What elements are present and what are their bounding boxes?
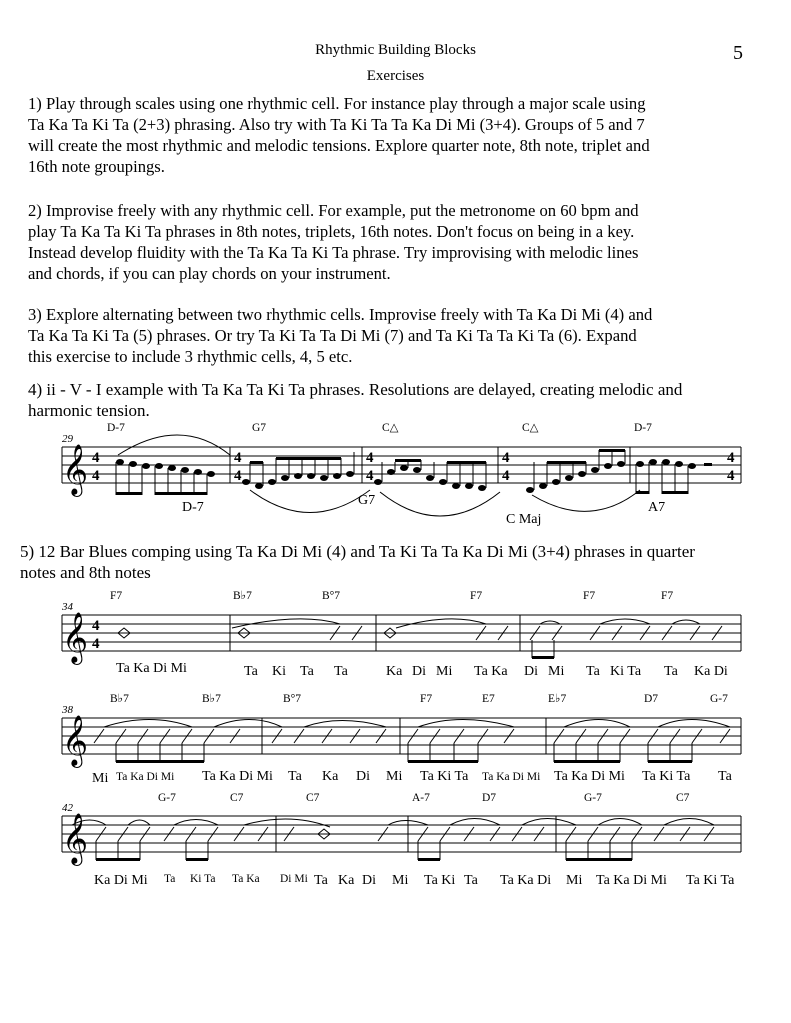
text-line: 3) Explore alternating between two rhythmic cells. Improvise freely with Ta Ka Di Mi (4) and [28,305,653,324]
chord-symbol: A-7 [412,792,430,804]
chord-symbol: F7 [470,590,483,602]
syllable: Mi [436,664,453,679]
page-number: 5 [733,42,743,64]
syllable: Mi [548,664,565,679]
measure-number: 38 [62,704,73,716]
chord-symbol: D7 [644,693,659,705]
time-signature-bottom: 4 [92,636,100,652]
text-line: 4) ii - V - I example with Ta Ka Ta Ki Ta phrases. Resolutions are delayed, creating melodic and [28,380,683,399]
syllable: Di Mi [280,873,308,885]
harmony-label: A7 [648,500,666,515]
chord-symbol: B°7 [283,693,302,705]
chord-symbol: D7 [482,792,497,804]
syllable: Di [362,873,376,888]
svg-text:4: 4 [727,468,735,484]
syllable: Mi [386,769,403,784]
staff-system-3 [61,693,741,786]
syllable: Ta [334,664,348,679]
syllable: Ki Ta [190,873,216,885]
chord-symbol: F7 [583,590,596,602]
syllable: Di [356,769,370,784]
treble-clef-icon: 𝄞 [62,612,89,663]
syllable: Ki [272,664,286,679]
svg-text:4: 4 [366,468,374,484]
text-line: notes and 8th notes [20,563,151,582]
treble-clef-icon: 𝄞 [62,813,89,864]
text-line: 5) 12 Bar Blues comping using Ta Ka Di Mi (4) and Ta Ki Ta Ta Ka Di Mi (3+4) phrases in quarter [20,542,695,561]
measure-number: 29 [62,433,73,445]
syllable: Ka Di Mi [94,873,148,888]
chord-symbol: B°7 [322,590,341,602]
chord-symbol: C7 [306,792,320,804]
harmony-label: C Maj [506,512,542,527]
text-line: Ta Ka Ta Ki Ta (2+3) phrasing. Also try with Ta Ki Ta Ta Ka Di Mi (3+4). Groups of 5 and 7 [28,115,645,134]
syllable: Ta Ki Ta [420,769,469,784]
chord-symbol: C△ [522,422,539,434]
chord-symbol: E♭7 [548,693,567,705]
chord-symbol: B♭7 [233,590,252,602]
text-line: play Ta Ka Ta Ki Ta phrases in 8th notes, triplets, 16th notes. Don't focus on being in a key. [28,222,635,241]
chord-symbol: F7 [661,590,674,602]
syllable: Ka [386,664,403,679]
text-line: Instead develop fluidity with the Ta Ka Ta Ki Ta phrase. Try improvising with melodic lines [28,243,639,262]
chord-symbol: G-7 [710,693,728,705]
chord-symbol: D-7 [634,422,652,434]
time-signature-top: 4 [92,618,100,634]
staff-system-4 [62,792,741,888]
page-header-title: Rhythmic Building Blocks [315,42,476,58]
syllable: Ta [314,873,328,888]
syllable: Ta Ka Di Mi [116,771,175,783]
syllable: Di [412,664,426,679]
syllable: Ta [664,664,678,679]
chord-symbol: C△ [382,422,399,434]
syllable: Di [524,664,538,679]
svg-text:4: 4 [502,468,510,484]
chord-symbol: F7 [420,693,433,705]
text-line: 1) Play through scales using one rhythmic cell. For instance play through a major scale using [28,94,646,113]
text-line: 2) Improvise freely with any rhythmic cell. For example, put the metronome on 60 bpm and [28,201,639,220]
syllable: Ka Di [694,664,728,679]
svg-text:4: 4 [727,450,735,466]
syllable: Ta Ki [424,873,456,888]
text-line: and chords, if you can play chords on your instrument. [28,264,391,283]
syllable: Mi [566,873,583,888]
staff-system-1 [62,422,741,527]
time-signature-bottom: 4 [92,468,100,484]
svg-text:4: 4 [234,468,242,484]
text-line: will create the most rhythmic and melodic tensions. Explore quarter note, 8th note, triplet and [28,136,650,155]
syllable: Ta Ka Di [500,873,552,888]
text-line: harmonic tension. [28,401,150,420]
measure-number: 34 [62,601,73,613]
time-signature-top: 4 [92,450,100,466]
text-line: this exercise to include 3 rhythmic cells, 4, 5 etc. [28,347,353,366]
section-title: Exercises [366,68,425,84]
chord-symbol: D-7 [107,422,125,434]
treble-clef-icon: 𝄞 [62,444,89,495]
harmony-label: G7 [358,493,376,508]
syllable: Ta [164,873,176,885]
chord-symbol: C7 [230,792,244,804]
syllable: Ta Ka Di Mi [596,873,667,888]
svg-text:4: 4 [366,450,374,466]
chord-symbol: G-7 [158,792,176,804]
chord-symbol: G-7 [584,792,602,804]
syllable: Ta Ka Di Mi [554,769,625,784]
syllable: Ta Ka Di Mi [482,771,541,783]
syllable: Ta Ka Di Mi [116,661,187,676]
syllable: Ta Ki Ta [642,769,691,784]
syllable: Ta Ka [474,664,508,679]
chord-symbol: C7 [676,792,690,804]
syllable: Ta [244,664,258,679]
svg-text:4: 4 [234,450,242,466]
syllable: Ka [338,873,355,888]
syllable: Ki Ta [610,664,642,679]
syllable: Mi [92,771,109,786]
measure-number: 42 [62,802,73,814]
syllable: Ta [300,664,314,679]
syllable: Ta [718,769,732,784]
text-line: 16th note groupings. [28,157,165,176]
syllable: Ta [586,664,600,679]
treble-clef-icon: 𝄞 [62,715,89,766]
syllable: Ta Ka [232,873,260,885]
syllable: Ta Ka Di Mi [202,769,273,784]
staff-system-2 [61,590,741,679]
harmony-label: D-7 [182,500,204,515]
syllable: Ta [464,873,478,888]
syllable: Ka [322,769,339,784]
text-line: Ta Ka Ta Ki Ta (5) phrases. Or try Ta Ki Ta Ta Di Mi (7) and Ta Ki Ta Ta Ki Ta (6). Expand [28,326,637,345]
chord-symbol: G7 [252,422,267,434]
chord-symbol: B♭7 [202,693,221,705]
syllable: Ta Ki Ta [686,873,735,888]
chord-symbol: F7 [110,590,123,602]
svg-text:4: 4 [502,450,510,466]
chord-symbol: E7 [482,693,495,705]
syllable: Ta [288,769,302,784]
syllable: Mi [392,873,409,888]
chord-symbol: B♭7 [110,693,129,705]
